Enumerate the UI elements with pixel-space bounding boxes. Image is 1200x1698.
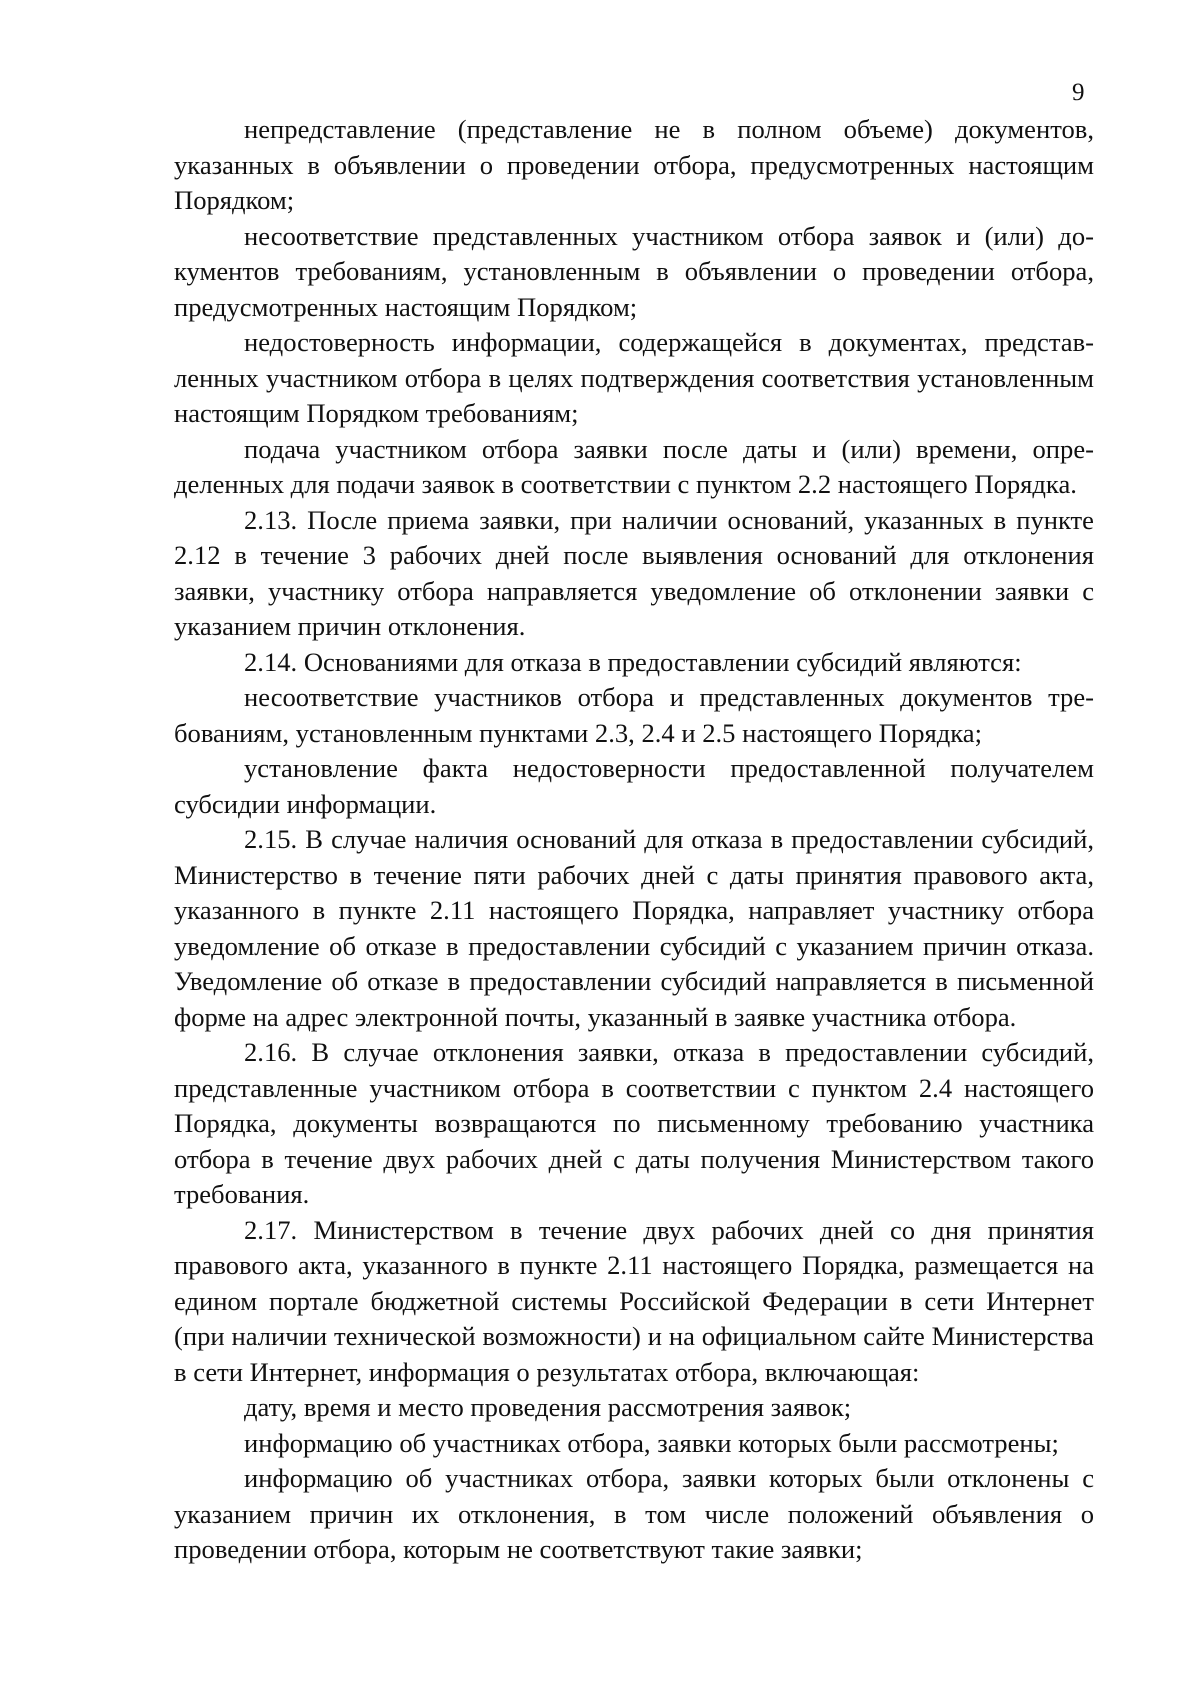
- paragraph: дату, время и место проведения рассмотрения заявок;: [244, 1392, 852, 1422]
- paragraph: несоответствие представленных участником отбора заявок и (или) документов требованиям, установленным в объявлении о проведении отбора, предусмотренных настоящим Порядком;: [174, 220, 1094, 322]
- paragraph: информацию об участниках отбора, заявки которых были отклонены с указанием причин их отклонения, в том числе положений объявления о проведении отбора, которым не соответствуют такие заявки;: [174, 1463, 1094, 1564]
- paragraph-2-17: 2.17. Министерством в течение двух рабочих дней со дня принятия правового акта, указанного в пункте 2.11 настоящего Порядка, размещается на едином портале бюджетной системы Российской Федерации в сети Интернет (при наличии технической возможности) и на официальном сайте Министерства в сети Интернет, информация о результатах отбора, включающая:: [174, 1214, 1094, 1387]
- paragraph: непредставление (представление не в полном объеме) документов, указанных в объявлении о проведении отбора, предусмотренных настоящим Порядком;: [174, 114, 1094, 215]
- paragraph-2-13: 2.13. После приема заявки, при наличии оснований, указанных в пункте 2.12 в течение 3 рабочих дней после выявления оснований для отклонения заявки, участнику отбора направляется уведомление об отклонении заявки с указанием причин отклонения.: [174, 504, 1094, 641]
- paragraph: установление факта недостоверности предоставленной получателем субсидии информации.: [174, 753, 1094, 819]
- paragraph: несоответствие участников отбора и представленных документов требованиям, установленным пунктами 2.3, 2.4 и 2.5 настоящего Порядка;: [174, 682, 1094, 748]
- paragraph-2-14: 2.14. Основаниями для отказа в предоставлении субсидий являются:: [244, 646, 1022, 677]
- paragraph-2-15: 2.15. В случае наличия оснований для отказа в предоставлении субсидий, Министерство в течение пяти рабочих дней с даты принятия правового акта, указанного в пункте 2.11 настоящего Порядка, направляет участнику отбора уведомление об отказе в предоставлении субсидий с указанием причин отказа. Уведомление об отказе в предоставлении субсидий направляется в письменной форме на адрес электронной почты, указанный в заявке участника отбора.: [174, 824, 1094, 1032]
- paragraph: недостоверность информации, содержащейся в документах, представленных участником отбора в целях подтверждения соответствия установленным настоящим Порядком требованиям;: [174, 327, 1094, 428]
- page-number: 9: [1072, 79, 1085, 106]
- document-body: [174, 112, 1094, 1568]
- paragraph: информацию об участниках отбора, заявки которых были рассмотрены;: [244, 1427, 1059, 1458]
- paragraph: подача участником отбора заявки после даты и (или) времени, определенных для подачи заявок в соответствии с пунктом 2.2 настоящего Порядка.: [174, 433, 1094, 499]
- paragraph-2-16: 2.16. В случае отклонения заявки, отказа в предоставлении субсидий, представленные участником отбора в соответствии с пунктом 2.4 настоящего Порядка, документы возвращаются по письменному требованию участника отбора в течение двух рабочих дней с даты получения Министерством такого требования.: [174, 1037, 1094, 1209]
